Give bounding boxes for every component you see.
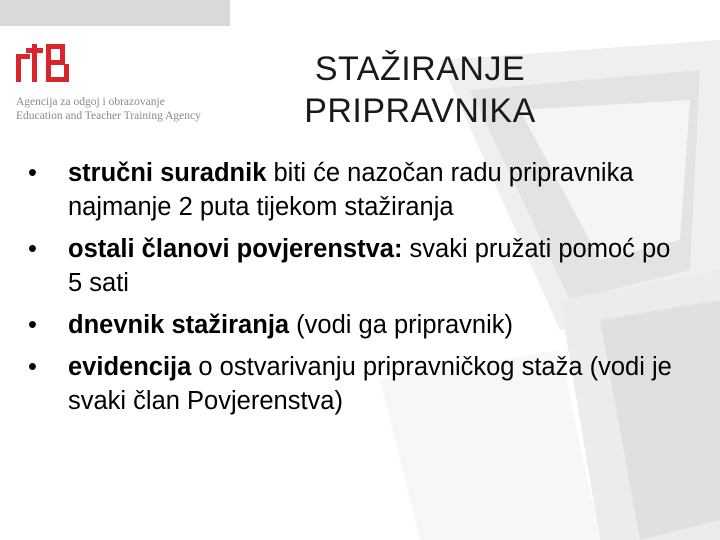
title-line-1: STAŽIRANJE [314,50,526,88]
bullet-text: svaki pružati pomoć po 5 sati [68,235,671,297]
bullet-item [26,350,676,418]
slide-title [240,48,600,132]
bullet-marker: • [28,159,37,187]
bullet-marker: • [28,353,37,381]
bullet-text: biti će nazočan radu pripravnika najmanje 2 puta tijekom stažiranja [68,159,634,221]
bullet-list [26,156,676,418]
bullet-text: (vodi ga pripravnik) [289,311,514,339]
bullet-marker: • [28,235,37,263]
bullet-bold-text: evidencija [68,353,192,381]
bullet-text: o ostvarivanju pripravničkog staža (vodi je svaki član Povjerenstva) [68,353,672,415]
organization-name [16,95,201,123]
bullet-marker: • [28,311,37,339]
organization-name-en: Education and Teacher Training Agency [16,110,201,122]
bullet-bold-text: ostali članovi povjerenstva: [68,235,403,263]
bullet-bold-text: stručni suradnik [68,159,267,187]
bullet-item [26,308,676,342]
bullet-item [26,156,676,224]
bullet-item [26,232,676,300]
bullet-bold-text: dnevnik stažiranja [68,311,290,339]
title-line-2: PRIPRAVNIKA [304,92,536,130]
organization-name-hr: Agencija za odgoj i obrazovanje [16,96,165,108]
aso-logo-icon [16,44,74,82]
